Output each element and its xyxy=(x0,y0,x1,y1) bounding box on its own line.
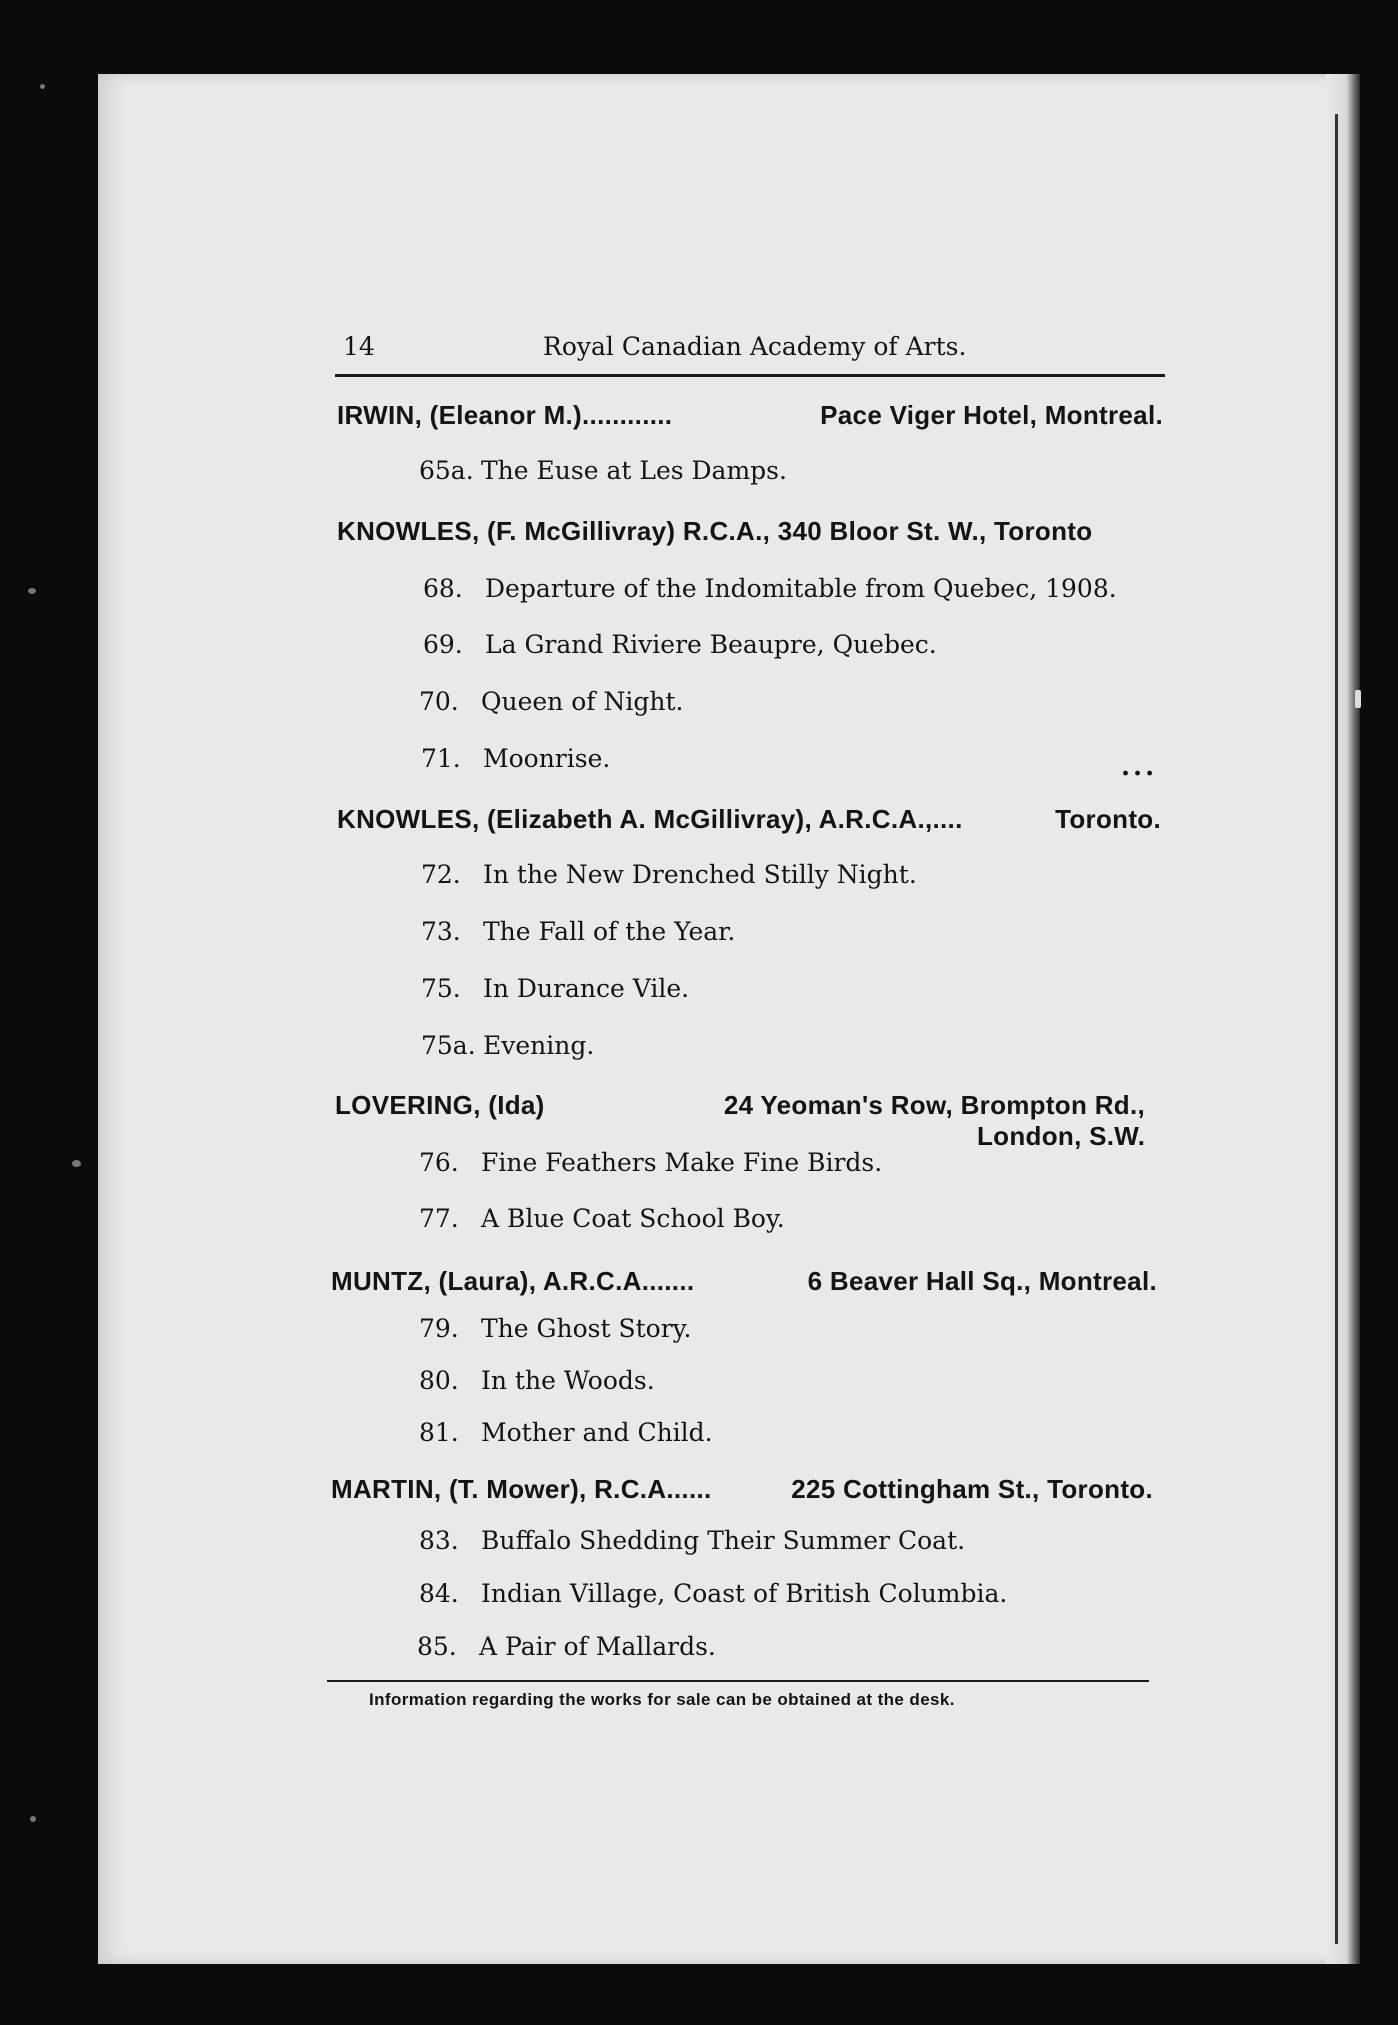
artist-address: Toronto. xyxy=(1055,804,1161,834)
work-number: 71. xyxy=(421,744,461,773)
artist-heading xyxy=(331,1474,1153,1505)
work-number: 75. xyxy=(421,974,461,1003)
artist-address: Pace Viger Hotel, Montreal. xyxy=(820,400,1163,430)
work-number: 73. xyxy=(421,917,461,946)
work-item xyxy=(423,574,1117,603)
work-title: In the New Drenched Stilly Night. xyxy=(483,860,917,889)
trailing-ellipsis: ... xyxy=(1121,752,1158,782)
running-title: Royal Canadian Academy of Arts. xyxy=(543,332,967,361)
work-title: Queen of Night. xyxy=(481,687,684,716)
artist-name: MUNTZ, (Laura), A.R.C.A xyxy=(331,1266,642,1296)
work-item xyxy=(419,1314,691,1343)
footer-note: Information regarding the works for sale can be obtained at the desk. xyxy=(369,1690,955,1709)
artist-heading xyxy=(335,1090,1159,1121)
work-title: Buffalo Shedding Their Summer Coat. xyxy=(481,1526,966,1555)
work-title: A Pair of Mallards. xyxy=(479,1632,716,1661)
artist-heading xyxy=(337,804,1161,835)
scan-speck xyxy=(40,84,45,89)
artist-name: IRWIN, (Eleanor M.) xyxy=(337,400,583,430)
work-title: The Euse at Les Damps. xyxy=(481,456,787,485)
document-page xyxy=(98,74,1360,1964)
work-item xyxy=(419,1526,965,1555)
work-number: 76. xyxy=(419,1148,459,1177)
artist-heading xyxy=(331,1266,1157,1297)
work-title: Evening. xyxy=(483,1031,595,1060)
work-number: 70. xyxy=(419,687,459,716)
artist-name: MARTIN, (T. Mower), R.C.A xyxy=(331,1474,667,1504)
work-title: Moonrise. xyxy=(483,744,611,773)
artist-name: LOVERING, (Ida) xyxy=(335,1090,545,1120)
work-title: In Durance Vile. xyxy=(483,974,690,1003)
work-item xyxy=(419,456,787,485)
work-number: 81. xyxy=(419,1418,459,1447)
work-item xyxy=(417,1632,716,1661)
work-item xyxy=(421,860,917,889)
work-number: 65a. xyxy=(419,456,474,485)
dot-leader: ............ xyxy=(582,400,673,430)
work-item xyxy=(423,630,937,659)
scan-speck xyxy=(72,1160,81,1167)
work-title: In the Woods. xyxy=(481,1366,655,1395)
footer-rule xyxy=(327,1680,1149,1682)
work-item xyxy=(421,1031,594,1060)
artist-heading xyxy=(337,400,1163,431)
work-number: 85. xyxy=(417,1632,457,1661)
dot-leader: ...... xyxy=(666,1474,712,1504)
work-item xyxy=(421,974,689,1003)
dot-leader: .... xyxy=(932,804,963,834)
work-number: 83. xyxy=(419,1526,459,1555)
work-number: 69. xyxy=(423,630,463,659)
artist-address: 24 Yeoman's Row, Brompton Rd., xyxy=(723,1090,1145,1120)
work-item xyxy=(419,687,683,716)
page-header xyxy=(335,324,1165,364)
work-title: The Fall of the Year. xyxy=(483,917,736,946)
page-number: 14 xyxy=(343,332,375,361)
scan-speck xyxy=(28,588,36,594)
work-title: Fine Feathers Make Fine Birds. xyxy=(481,1148,883,1177)
work-title: Indian Village, Coast of British Columbia. xyxy=(481,1579,1008,1608)
work-number: 77. xyxy=(419,1204,459,1233)
scan-speck xyxy=(30,1816,36,1822)
dot-leader: ....... xyxy=(641,1266,695,1296)
artist-heading xyxy=(337,516,1092,547)
work-title: Mother and Child. xyxy=(481,1418,713,1447)
work-number: 84. xyxy=(419,1579,459,1608)
artist-address: 6 Beaver Hall Sq., Montreal. xyxy=(807,1266,1157,1296)
work-title: La Grand Riviere Beaupre, Quebec. xyxy=(485,630,937,659)
page-edge xyxy=(1335,114,1338,1944)
work-title: The Ghost Story. xyxy=(481,1314,692,1343)
work-item xyxy=(421,917,735,946)
work-number: 80. xyxy=(419,1366,459,1395)
work-number: 68. xyxy=(423,574,463,603)
scan-speck xyxy=(1355,690,1361,708)
work-number: 72. xyxy=(421,860,461,889)
work-item xyxy=(419,1418,713,1447)
artist-name: KNOWLES, (Elizabeth A. McGillivray), A.R.C.A., xyxy=(337,804,933,834)
work-item xyxy=(419,1579,1007,1608)
work-item xyxy=(419,1148,882,1177)
artist-address-line2: London, S.W. xyxy=(977,1121,1146,1151)
artist-address: 225 Cottingham St., Toronto. xyxy=(791,1474,1153,1504)
work-item xyxy=(421,744,610,773)
artist-name: KNOWLES, (F. McGillivray) R.C.A., 340 Bloor St. W., Toronto xyxy=(337,516,1093,546)
page-binding-shadow xyxy=(1326,74,1360,1964)
work-item xyxy=(419,1366,655,1395)
work-title: A Blue Coat School Boy. xyxy=(481,1204,785,1233)
work-number: 79. xyxy=(419,1314,459,1343)
work-title: Departure of the Indomitable from Quebec, 1908. xyxy=(485,574,1117,603)
header-rule xyxy=(335,374,1165,377)
work-item xyxy=(419,1204,785,1233)
work-number: 75a. xyxy=(421,1031,476,1060)
